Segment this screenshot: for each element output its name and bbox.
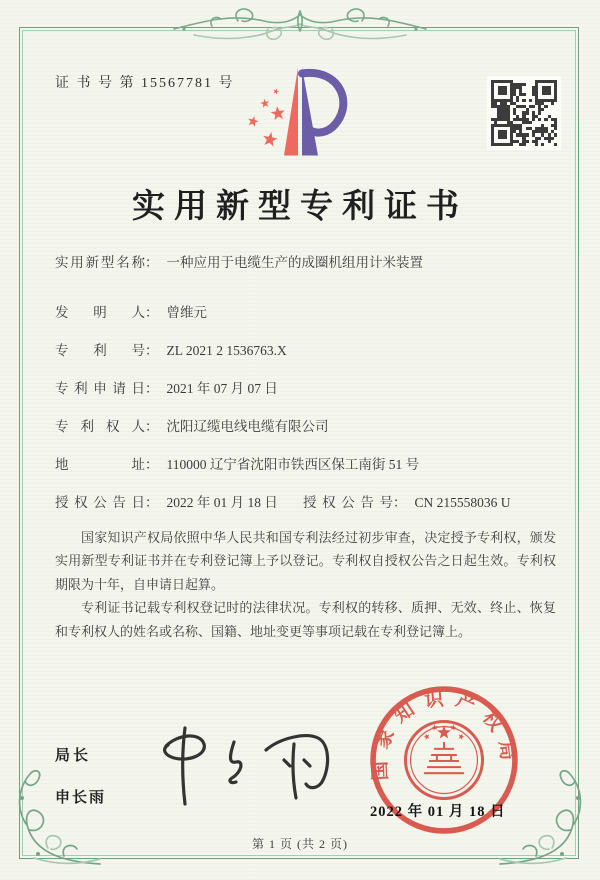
seal-text: 国家知识产权局 <box>369 688 519 781</box>
field-label: 授权公告日 <box>55 495 145 510</box>
legal-text <box>55 526 556 643</box>
field-label: 专利号 <box>55 343 145 358</box>
colon: ： <box>145 495 159 510</box>
commissioner-signature <box>138 716 363 816</box>
certificate-fields <box>55 253 560 531</box>
top-flourish-ornament-icon <box>168 2 432 52</box>
field-utility-model-name <box>55 253 560 272</box>
colon: ： <box>145 457 159 472</box>
field-address <box>55 455 560 474</box>
colon: ： <box>145 381 159 396</box>
field-value: 沈阳辽缆电线电缆有限公司 <box>166 419 329 434</box>
commissioner-name: 申长雨 <box>55 790 107 806</box>
field-grant-number <box>303 493 511 512</box>
field-inventor <box>55 303 560 322</box>
grant-seal-date: 2022 年 01 月 18 日 <box>370 804 506 820</box>
field-value: 2021 年 07 月 07 日 <box>166 381 278 396</box>
grant-date-value: 2022 年 01 月 18 日 <box>166 495 278 510</box>
field-label: 实用新型名称 <box>55 255 145 270</box>
cnipa-logo-icon <box>240 60 364 168</box>
field-value: 曾维元 <box>166 305 207 320</box>
field-value: 一种应用于电缆生产的成圈机组用计米装置 <box>166 255 423 270</box>
field-patentee <box>55 417 560 436</box>
qr-finder-top-right <box>535 80 557 102</box>
qr-code-icon <box>487 76 561 150</box>
field-label: 专利权人 <box>55 419 145 434</box>
colon: ： <box>393 495 407 510</box>
commissioner-title: 局长 <box>55 748 92 764</box>
field-label: 发明人 <box>55 305 145 320</box>
field-filing-date <box>55 379 560 398</box>
qr-finder-top-left <box>491 80 513 102</box>
qr-module <box>554 143 557 146</box>
certificate-title: 实用新型专利证书 <box>132 189 468 225</box>
field-label: 专利申请日 <box>55 381 145 396</box>
field-label: 地址 <box>55 457 145 472</box>
commissioner-block <box>55 744 106 807</box>
legal-paragraph-1: 国家知识产权局依照中华人民共和国专利法经过初步审查，决定授予专利权，颁发实用新型专利证书并在专利登记簿上予以登记。专利权自授权公告之日起生效。专利权期限为十年，自申请日起算。 <box>55 530 556 592</box>
grant-number-value: CN 215558036 U <box>414 495 511 510</box>
page-number: 第 1 页 (共 2 页) <box>252 837 348 851</box>
field-grant-announcement <box>55 493 560 512</box>
field-value: 110000 辽宁省沈阳市铁西区保工南街 51 号 <box>166 457 420 472</box>
certificate-number: 证 书 号 第 15567781 号 <box>55 76 235 91</box>
colon: ： <box>145 255 159 270</box>
colon: ： <box>145 419 159 434</box>
field-label: 授权公告号 <box>303 495 393 510</box>
colon: ： <box>145 305 159 320</box>
qr-code-modules <box>491 80 557 146</box>
legal-paragraph-2: 专利证书记载专利权登记时的法律状况。专利权的转移、质押、无效、终止、恢复和专利权人的姓名或名称、国籍、地址变更等事项记载在专利登记簿上。 <box>55 600 556 639</box>
field-value: ZL 2021 2 1536763.X <box>166 343 287 358</box>
qr-finder-bottom-left <box>491 124 513 146</box>
colon: ： <box>145 343 159 358</box>
field-patent-number <box>55 341 560 360</box>
